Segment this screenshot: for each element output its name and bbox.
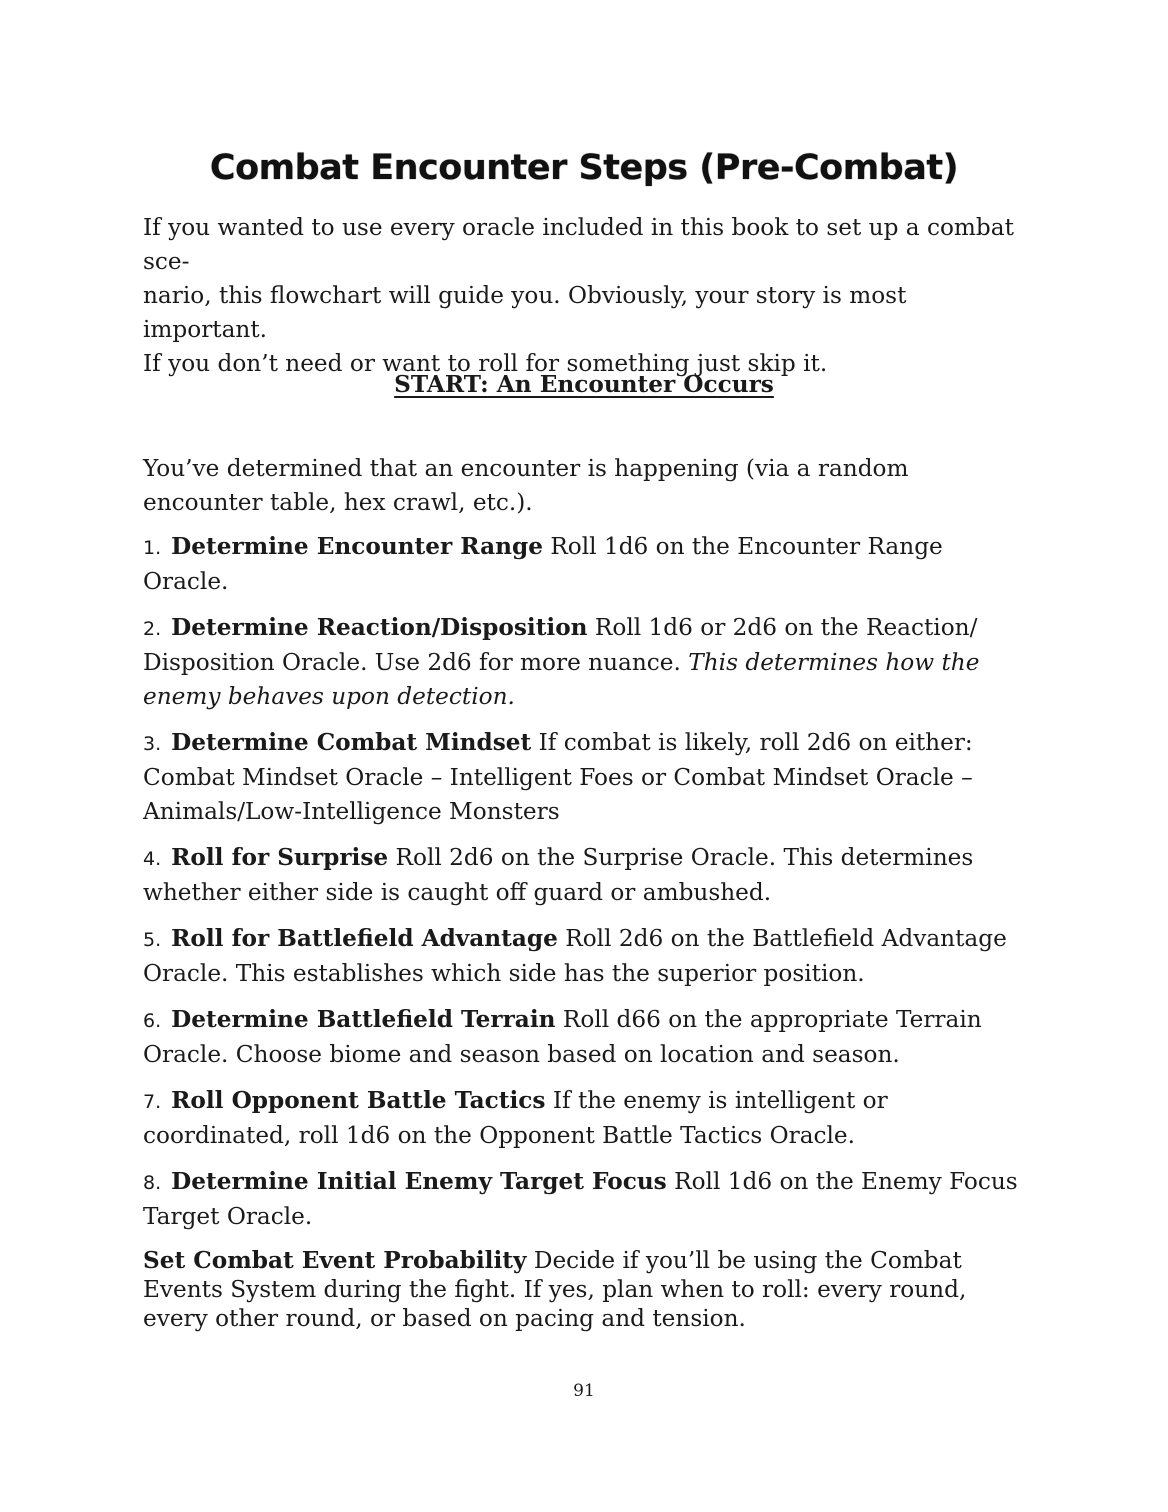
step-title: Roll for Battlefield Advantage — [171, 925, 558, 952]
step-title: Determine Battlefield Terrain — [171, 1006, 556, 1033]
step-item — [143, 1084, 1028, 1153]
step-number: 1. — [143, 537, 162, 559]
page-number: 91 — [573, 1381, 595, 1401]
step-text: Roll d66 on the appropriate Terrain Oracle. Choose biome and season based on location and season. — [143, 1006, 982, 1068]
step-italic-note: This determines how the enemy behaves upon detection. — [143, 649, 980, 710]
step-text: If the enemy is intelligent or coordinated, roll 1d6 on the Opponent Battle Tactics Oracle. — [143, 1087, 888, 1149]
step-text: Roll 1d6 on the Enemy Focus Target Oracle. — [143, 1168, 1018, 1230]
step-number: 2. — [143, 618, 162, 640]
step-item — [143, 1003, 1028, 1072]
step-text: If combat is likely, roll 2d6 on either: Combat Mindset Oracle – Intelligent Foes or Combat Mindset Oracle – Animals/Low-Intelligence Monsters — [143, 729, 973, 825]
step-text: Roll 2d6 on the Battlefield Advantage Oracle. This establishes which side has the superior position. — [143, 925, 1007, 987]
step-title: Determine Reaction/Disposition — [171, 614, 588, 641]
step-text: Roll 1d6 on the Encounter Range Oracle. — [143, 533, 943, 595]
page-title: Combat Encounter Steps (Pre-Combat) — [209, 148, 959, 188]
steps-section — [143, 452, 1028, 1345]
lead-paragraph: You’ve determined that an encounter is happening (via a random encounter table, hex crawl, etc.). — [143, 455, 909, 516]
step-item — [143, 922, 1028, 991]
step-number: 3. — [143, 733, 162, 755]
final-title: Set Combat Event Probability — [143, 1247, 527, 1274]
step-title: Roll for Surprise — [171, 844, 389, 871]
step-text: Roll 2d6 on the Surprise Oracle. This determines whether either side is caught off guard or ambushed. — [143, 844, 974, 906]
intro-line: nario, this flowchart will guide you. Obviously, your story is most important. — [143, 282, 907, 343]
step-title: Determine Combat Mindset — [171, 729, 532, 756]
step-item — [143, 726, 1028, 829]
step-item — [143, 1165, 1028, 1234]
step-text: Roll 1d6 or 2d6 on the Reaction/ Disposition Oracle. Use 2d6 for more nuance. — [143, 614, 978, 676]
final-text: Decide if you’ll be using the Combat Events System during the fight. If yes, plan when to roll: every round, every other round, or based on pacing and tension. — [143, 1247, 967, 1332]
step-item — [143, 611, 1028, 714]
intro-line: If you wanted to use every oracle included in this book to set up a combat sce- — [143, 214, 1014, 275]
step-number: 8. — [143, 1172, 162, 1194]
step-item — [143, 530, 1028, 599]
step-title: Determine Initial Enemy Target Focus — [171, 1168, 667, 1195]
step-number: 5. — [143, 929, 162, 951]
start-heading: START: An Encounter Occurs — [394, 371, 774, 398]
step-item — [143, 841, 1028, 910]
final-paragraph — [143, 1246, 1028, 1333]
step-title: Roll Opponent Battle Tactics — [171, 1087, 546, 1114]
step-number: 6. — [143, 1010, 162, 1032]
step-number: 7. — [143, 1091, 162, 1113]
intro-line: If you don’t need or want to roll for something just skip it. — [143, 350, 828, 377]
step-number: 4. — [143, 848, 162, 870]
intro-paragraph — [143, 211, 1028, 381]
step-title: Determine Encounter Range — [171, 533, 543, 560]
